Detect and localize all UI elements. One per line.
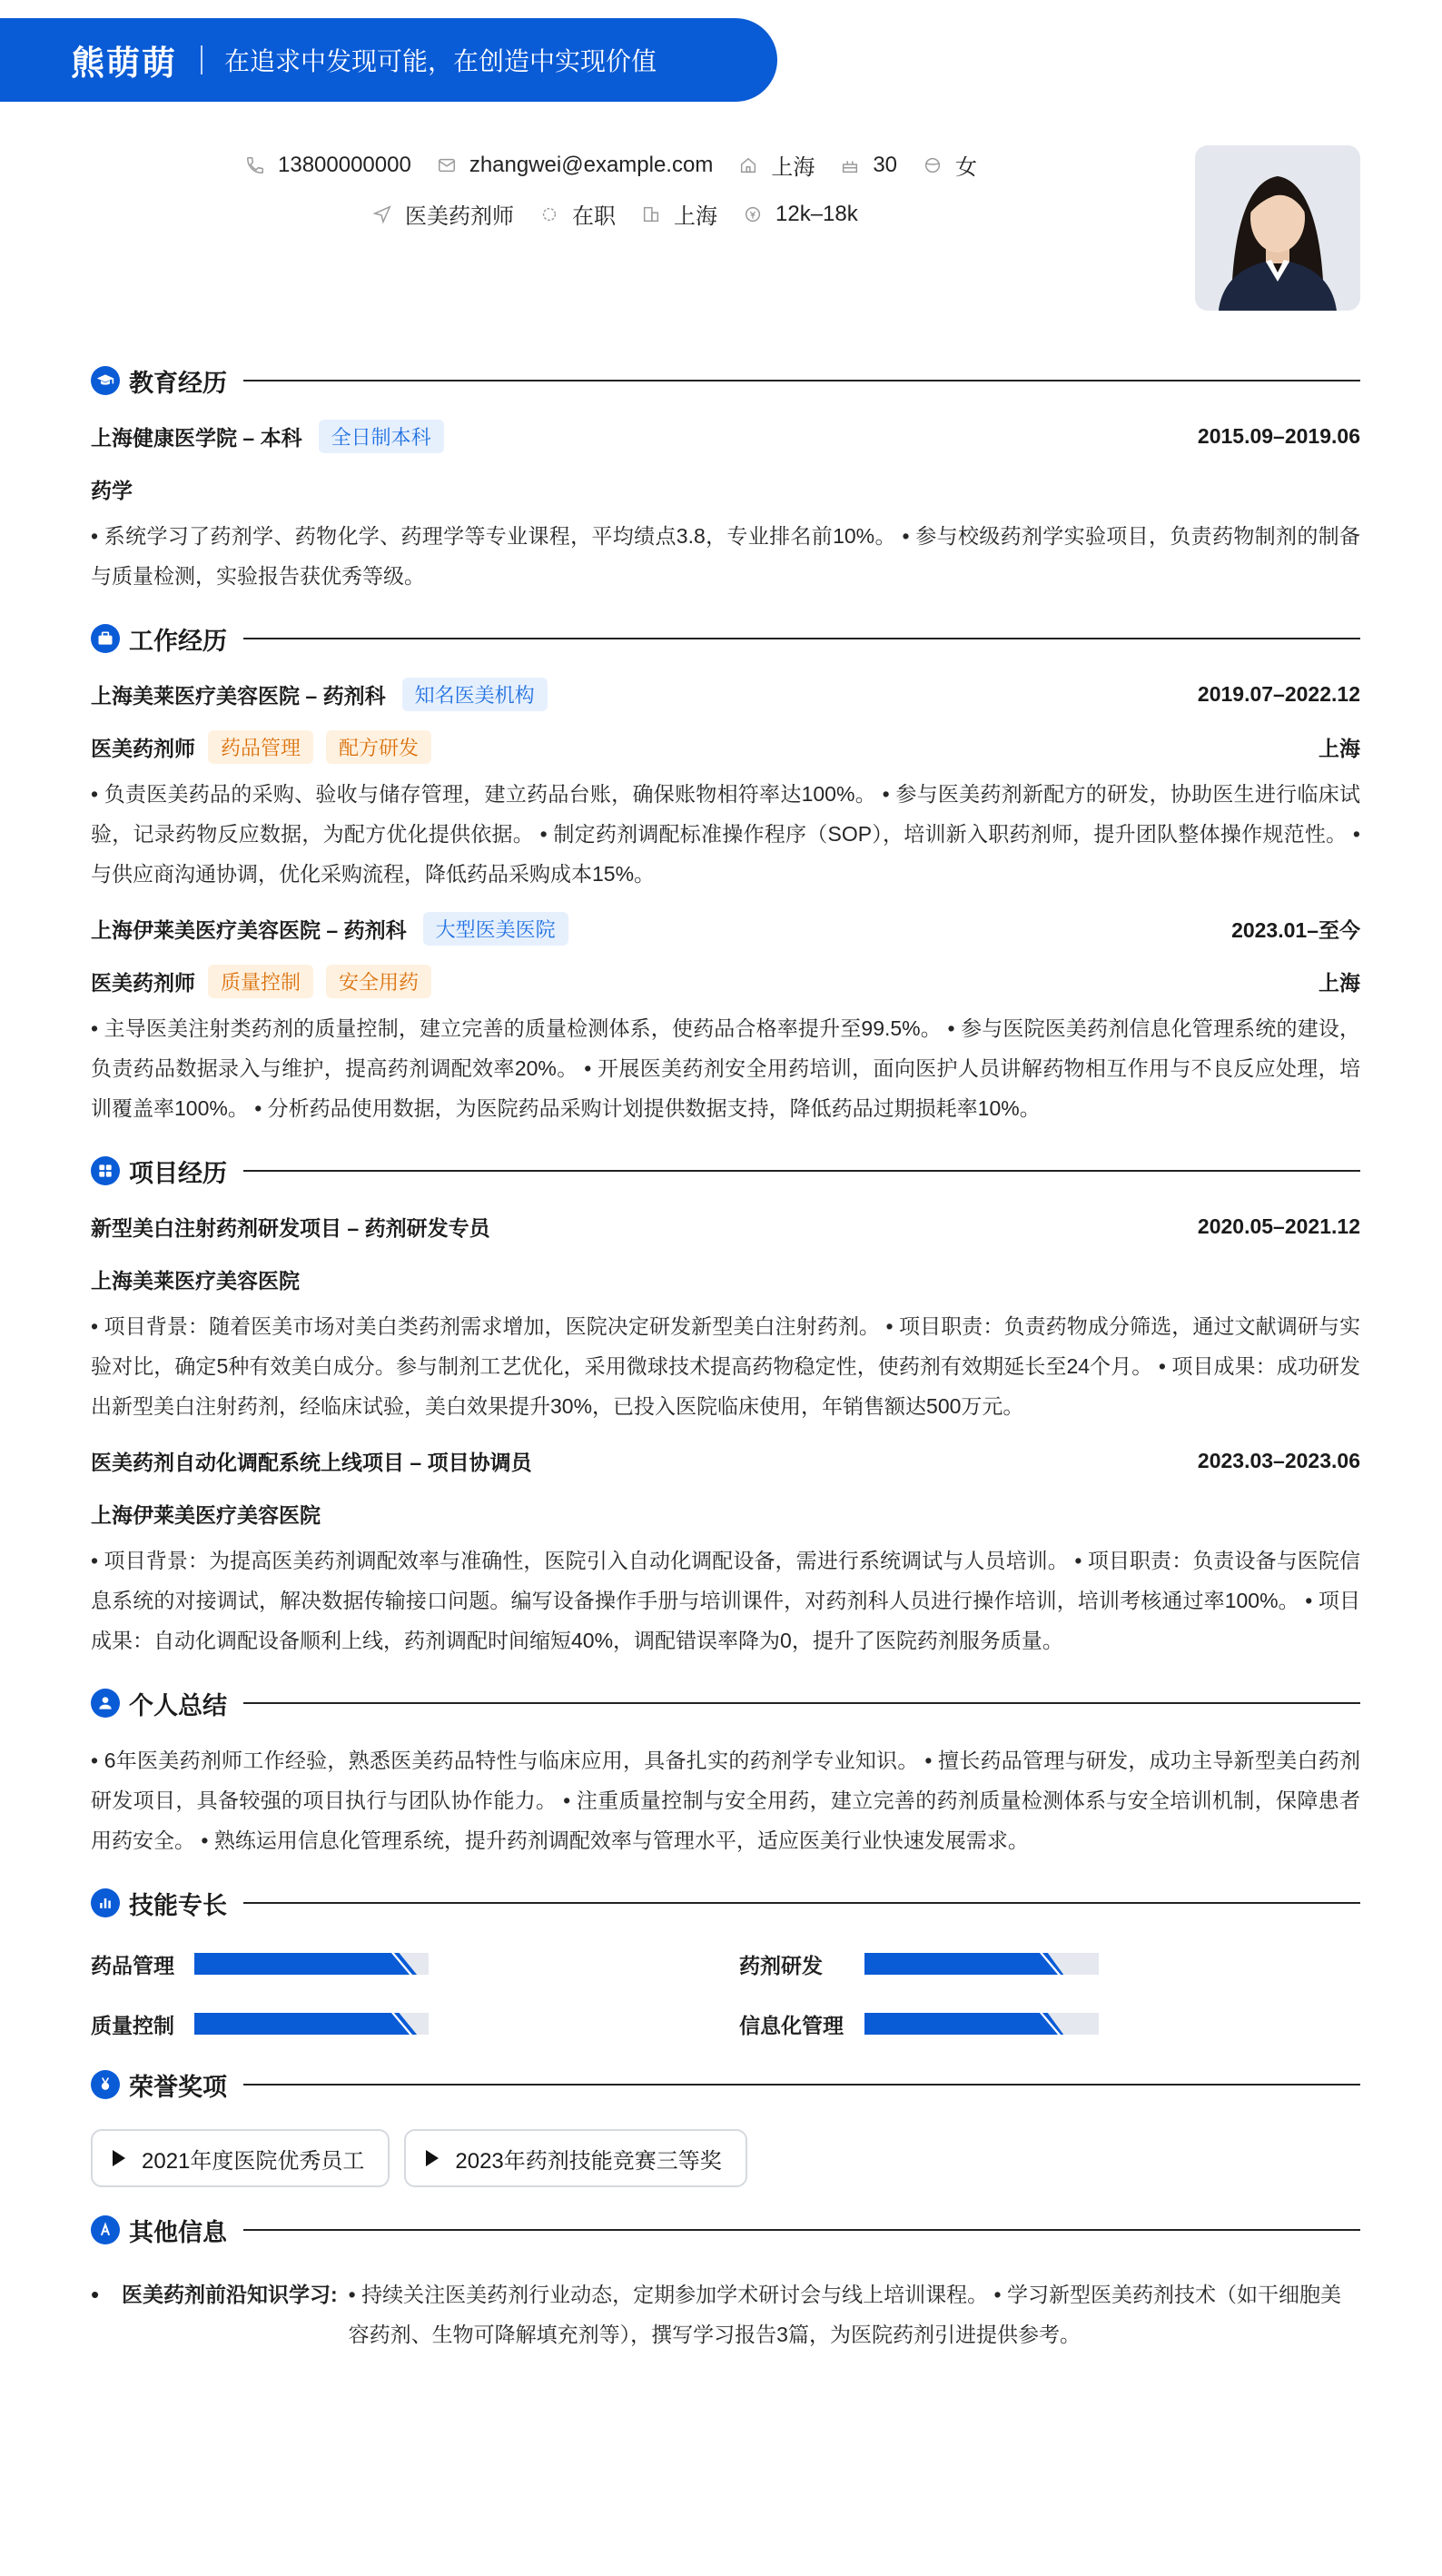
work-skill-tag: 安全用药 (326, 965, 431, 998)
bullet-icon: • (91, 2281, 100, 2308)
bar-chart-icon (91, 1888, 120, 1917)
skill-item (739, 1946, 1360, 1982)
section-awards-header (91, 2064, 1360, 2105)
work-entry-2-header (91, 910, 1360, 946)
project-entry-1-header (91, 1208, 1360, 1244)
work-date: 2019.07–2022.12 (1197, 681, 1360, 706)
section-projects-title: 项目经历 (129, 1159, 227, 1187)
cake-icon (840, 155, 860, 175)
work-description: • 负责医美药品的采购、验收与储存管理，建立药品台账，确保账物相符率达100%。 • 参与医美药剂新配方的研发，协助医生进行临床试验，记录药物反应数据，为配方优化提供依据。 • 制定药剂调配标准操作程序（SOP），培训新入职药剂师，提升团队整体操作规范性。 • 与供应商沟通协调，优化采购流程，降低药品采购成本15%。 (91, 782, 1360, 886)
education-date: 2015.09–2019.06 (1197, 423, 1360, 448)
skill-bar-fill (864, 2013, 1063, 2035)
project-description: • 项目背景：随着医美市场对美白类药剂需求增加，医院决定研发新型美白注射药剂。 • 项目职责：负责药物成分筛选，通过文献调研与实验对比，确定5种有效美白成分。参与制剂工艺优化，采用微球技术提高药物稳定性，使药剂有效期延长至24个月。 • 项目成果：成功研发出新型美白注射药剂，经临床试验，美白效果提升30%，已投入医院临床使用，年销售额达500万元。 (91, 1314, 1360, 1418)
education-entry-header (91, 418, 1360, 454)
city-text: 上海 (674, 204, 717, 229)
building-icon (641, 204, 661, 224)
skill-bar (864, 1953, 1099, 1975)
award-label: 2021年度医院优秀员工 (142, 2148, 365, 2174)
project-entry-1-org (91, 1261, 1360, 1297)
skill-bar (194, 2013, 429, 2035)
section-skills-title: 技能专长 (129, 1891, 227, 1919)
project-entry-2-org (91, 1495, 1360, 1531)
work-company-tag: 知名医美机构 (402, 678, 548, 711)
project-date: 2023.03–2023.06 (1197, 1448, 1360, 1472)
section-divider (243, 1170, 1360, 1172)
work-company: 上海伊莱美医疗美容医院 – 药剂科 (91, 917, 407, 942)
phone-text: 13800000000 (278, 152, 411, 177)
age-text: 30 (873, 152, 898, 177)
skill-item (91, 1946, 739, 1982)
graduation-cap-icon (91, 366, 120, 395)
award-item (404, 2129, 746, 2187)
phone-icon (245, 155, 265, 175)
work-skill-tag: 药品管理 (208, 730, 313, 764)
work-entry-1-header (91, 676, 1360, 712)
salary-icon (743, 204, 763, 224)
work-company: 上海美莱医疗美容医院 – 药剂科 (91, 683, 386, 708)
portrait-image (1195, 145, 1360, 311)
resume-content (91, 360, 1360, 2354)
other-label: 医美药剂前沿知识学习: (122, 2283, 338, 2306)
skill-name: 药剂研发 (739, 1953, 823, 1977)
project-date: 2020.05–2021.12 (1197, 1214, 1360, 1238)
project-org: 上海伊莱美医疗美容医院 (91, 1502, 321, 1527)
skill-bar-fill (194, 2013, 417, 2035)
contact-status (539, 198, 616, 230)
section-work-header (91, 618, 1360, 659)
skill-bar (194, 1953, 429, 1975)
section-education-header (91, 360, 1360, 401)
skill-item (91, 2006, 739, 2042)
section-divider (243, 638, 1360, 639)
briefcase-icon (91, 624, 120, 653)
gender-icon (923, 155, 943, 175)
skill-item (739, 2006, 1360, 2042)
section-projects-header (91, 1150, 1360, 1192)
section-divider (243, 2084, 1360, 2086)
skill-bar-fill (864, 1953, 1063, 1975)
work-role: 医美药剂师 (91, 736, 195, 760)
contact-age (840, 153, 897, 178)
section-skills-header (91, 1882, 1360, 1924)
section-education-title: 教育经历 (129, 369, 227, 397)
work-location: 上海 (1319, 736, 1360, 760)
project-description: • 项目背景：为提高医美药剂调配效率与准确性，医院引入自动化调配设备，需进行系统调试与人员培训。 • 项目职责：负责设备与医院信息系统的对接调试，解决数据传输接口问题。编写设备操作手册与培训课件，对药剂科人员进行操作培训，培训考核通过率100%。 • 项目成果：自动化调配设备顺利上线，药剂调配时间缩短40%，调配错误率降为0，提升了医院药剂服务质量。 (91, 1549, 1360, 1652)
user-icon (91, 1689, 120, 1718)
candidate-name: 熊萌萌 (71, 45, 177, 82)
section-work-title: 工作经历 (129, 627, 227, 655)
hometown-text: 上海 (771, 155, 815, 180)
header-slogan: 在追求中发现可能，在创造中实现价值 (224, 47, 657, 75)
education-major: 药学 (91, 478, 133, 502)
work-role: 医美药剂师 (91, 970, 195, 995)
other-text: • 持续关注医美药剂行业动态，定期参加学术研讨会与线上培训课程。 • 学习新型医美药剂技术（如干细胞美容药剂、生物可降解填充剂等），撰写学习报告3篇，为医院药剂引进提供参考。 (348, 2283, 1341, 2346)
work-skill-tag: 质量控制 (208, 965, 313, 998)
education-tag: 全日制本科 (319, 420, 444, 453)
other-item (91, 2274, 1360, 2354)
status-text: 在职 (572, 204, 616, 229)
gender-text: 女 (955, 155, 978, 180)
play-triangle-icon (113, 2150, 125, 2166)
skill-bar-fill (194, 1953, 417, 1975)
education-major-row (91, 471, 1360, 507)
project-title: 新型美白注射药剂研发项目 – 药剂研发专员 (91, 1215, 490, 1240)
awards-list (91, 2129, 1360, 2187)
send-icon (372, 204, 392, 224)
contact-hometown (738, 149, 815, 181)
medal-icon (91, 2070, 120, 2099)
work-company-tag: 大型医美医院 (423, 912, 568, 946)
email-icon (437, 155, 457, 175)
education-school: 上海健康医学院 – 本科 (91, 425, 302, 450)
section-divider (243, 380, 1360, 381)
section-awards-title: 荣誉奖项 (129, 2073, 227, 2101)
status-icon (539, 204, 559, 224)
skill-name: 质量控制 (91, 2013, 174, 2037)
skill-name: 信息化管理 (739, 2013, 844, 2037)
work-location: 上海 (1319, 970, 1360, 995)
skill-bar (864, 2013, 1099, 2035)
section-divider (243, 1702, 1360, 1704)
section-divider (243, 2229, 1360, 2231)
project-entry-2-header (91, 1442, 1360, 1479)
work-entry-2-role (91, 963, 1360, 999)
header-banner (0, 18, 777, 102)
contact-email (437, 153, 714, 178)
award-label: 2023年药剂技能竞赛三等奖 (455, 2148, 722, 2174)
section-summary-title: 个人总结 (129, 1691, 227, 1719)
work-skill-tag: 配方研发 (326, 730, 431, 764)
contact-row-1 (245, 149, 1002, 181)
skills-grid (91, 1946, 1360, 2042)
grid-icon (91, 1156, 120, 1185)
font-icon (91, 2215, 120, 2244)
project-title: 医美药剂自动化调配系统上线项目 – 项目协调员 (91, 1450, 532, 1474)
contact-gender (923, 149, 977, 181)
project-org: 上海美莱医疗美容医院 (91, 1268, 300, 1293)
section-divider (243, 1902, 1360, 1904)
header-divider (201, 45, 202, 74)
summary-description: • 6年医美药剂师工作经验，熟悉医美药品特性与临床应用，具备扎实的药剂学专业知识。 • 擅长药品管理与研发，成功主导新型美白药剂研发项目，具备较强的项目执行与团队协作能力。 • 注重质量控制与安全用药，建立完善的药剂质量检测体系与安全培训机制，保障患者用药安全。 • 熟练运用信息化管理系统，提升药剂调配效率与管理水平，适应医美行业快速发展需求。 (91, 1749, 1360, 1852)
play-triangle-icon (426, 2150, 439, 2166)
salary-text: 12k–18k (775, 201, 858, 226)
work-entry-1-role (91, 728, 1360, 765)
skill-name: 药品管理 (91, 1953, 174, 1977)
work-date: 2023.01–至今 (1231, 917, 1360, 942)
education-description: • 系统学习了药剂学、药物化学、药理学等专业课程，平均绩点3.8，专业排名前10%。 • 参与校级药剂学实验项目，负责药物制剂的制备与质量检测，实验报告获优秀等级。 (91, 524, 1360, 588)
contact-phone (245, 153, 411, 178)
contact-city (641, 198, 717, 230)
contact-row-2 (372, 198, 884, 230)
contact-salary (743, 202, 858, 227)
section-other-title: 其他信息 (129, 2218, 227, 2246)
section-summary-header (91, 1682, 1360, 1724)
profile-photo (1195, 145, 1360, 311)
email-text: zhangwei@example.com (469, 152, 714, 177)
award-item (91, 2129, 390, 2187)
contact-position (372, 198, 514, 230)
home-icon (738, 155, 758, 175)
work-description: • 主导医美注射类药剂的质量控制，建立完善的质量检测体系，使药品合格率提升至99.5%。 • 参与医院医美药剂信息化管理系统的建设，负责药品数据录入与维护，提高药剂调配效率20%。 • 开展医美药剂安全用药培训，面向医护人员讲解药物相互作用与不良反应处理，培训覆盖率100%。 • 分析药品使用数据，为医院药品采购计划提供数据支持，降低药品过期损耗率10%。 (91, 1016, 1360, 1120)
position-text: 医美药剂师 (405, 204, 514, 229)
section-other-header (91, 2209, 1360, 2251)
